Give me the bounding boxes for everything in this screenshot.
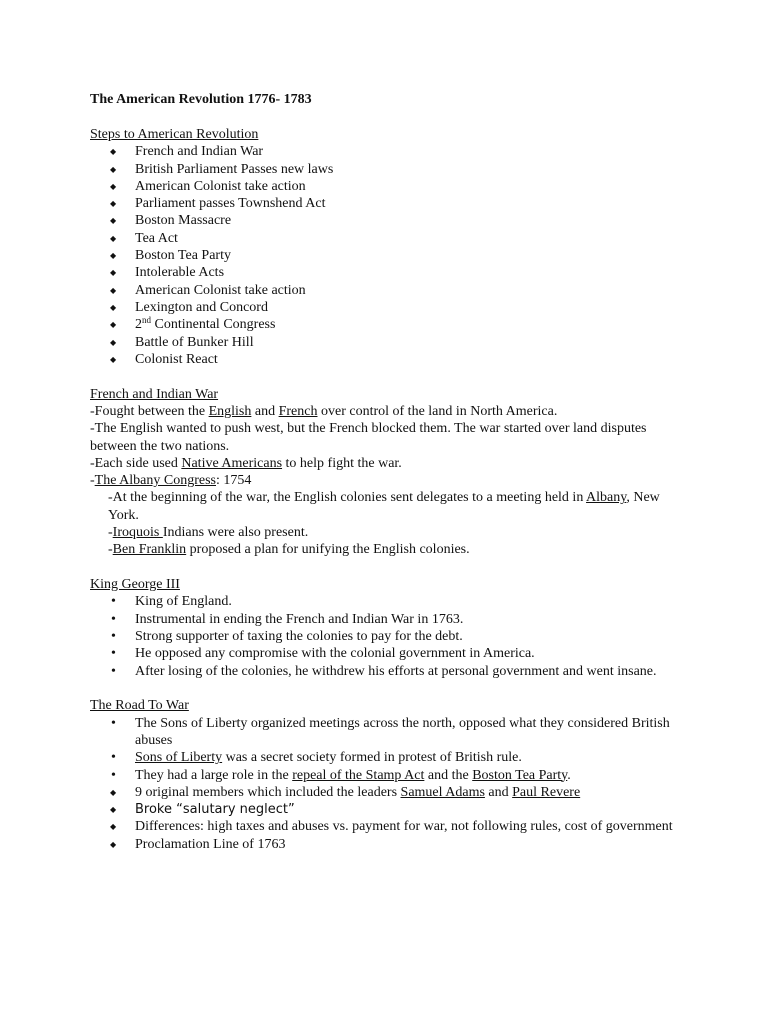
list-item: ◆ Parliament passes Townshend Act: [90, 195, 690, 212]
road-heading: The Road To War: [90, 698, 189, 714]
list-item: ◆ Battle of Bunker Hill: [90, 334, 690, 351]
road-list: [90, 715, 690, 784]
list-item: ◆ 9 original members which included the leaders Samuel Adams and Paul Revere: [90, 784, 690, 801]
list-item: ◆ Boston Tea Party: [90, 247, 690, 264]
list-item: ◆ Tea Act: [90, 230, 690, 247]
list-item: ◆ Colonist React: [90, 351, 690, 368]
paragraph: -The Albany Congress: 1754: [90, 473, 252, 489]
term: Sons of Liberty: [135, 750, 223, 766]
paragraph: -The English wanted to push west, but the French blocked them. The war started over land disputes between the two nations.: [90, 421, 647, 454]
list-item: ◆ Lexington and Concord: [90, 299, 690, 316]
ordinal-number: 2: [135, 317, 142, 333]
road-list-2: [90, 784, 690, 853]
term: Ben Franklin: [112, 542, 187, 558]
document-page: [90, 91, 690, 853]
term: Native Americans: [181, 455, 283, 471]
list-item: ◆ British Parliament Passes new laws: [90, 161, 690, 178]
list-item: [90, 316, 690, 333]
steps-list: [90, 143, 690, 368]
list-item: • After losing of the colonies, he withdrew his efforts at personal government and went insane.: [90, 663, 690, 680]
list-item: ◆ Differences: high taxes and abuses vs. payment for war, not following rules, cost of government: [90, 818, 690, 835]
term: Samuel Adams: [400, 784, 485, 800]
list-item: • The Sons of Liberty organized meetings across the north, opposed what they considered British abuses: [90, 715, 690, 750]
list-item: ◆ American Colonist take action: [90, 178, 690, 195]
paragraph: -Iroquois Indians were also present.: [108, 525, 309, 541]
document-title: The American Revolution 1776- 1783: [90, 92, 312, 107]
list-item: ◆ Boston Massacre: [90, 212, 690, 229]
list-item: • They had a large role in the repeal of the Stamp Act and the Boston Tea Party.: [90, 767, 690, 784]
list-item: • King of England.: [90, 593, 690, 610]
term: repeal of the Stamp Act: [292, 767, 425, 783]
ordinal-suffix: nd: [142, 315, 151, 326]
paragraph: -Fought between the English and French over control of the land in North America.: [90, 403, 558, 419]
list-item: • Strong supporter of taxing the colonies to pay for the debt.: [90, 628, 690, 645]
paragraph: -At the beginning of the war, the English colonies sent delegates to a meeting held in Albany, New York.: [108, 490, 660, 523]
term: French: [278, 403, 318, 419]
term: English: [208, 403, 252, 419]
list-item: • Instrumental in ending the French and Indian War in 1763.: [90, 611, 690, 628]
list-item: • Sons of Liberty was a secret society formed in protest of British rule.: [90, 749, 690, 766]
list-item: ◆ American Colonist take action: [90, 282, 690, 299]
list-item: ◆ Broke “salutary neglect”: [90, 801, 690, 818]
term: The Albany Congress: [94, 473, 216, 489]
list-item: • He opposed any compromise with the colonial government in America.: [90, 645, 690, 662]
term: Boston Tea Party: [472, 767, 568, 783]
paragraph: -Ben Franklin proposed a plan for unifying the English colonies.: [108, 542, 470, 558]
list-item: ◆ Intolerable Acts: [90, 264, 690, 281]
paragraph: -Each side used Native Americans to help fight the war.: [90, 455, 402, 471]
term: Iroquois: [112, 525, 163, 541]
list-item-text: Continental Congress: [154, 317, 276, 333]
list-item: ◆ French and Indian War: [90, 143, 690, 160]
king-george-list: [90, 593, 690, 679]
steps-heading: Steps to American Revolution: [90, 127, 259, 142]
term: Paul Revere: [512, 784, 581, 800]
french-indian-heading: French and Indian War: [90, 386, 219, 402]
term: Albany: [586, 490, 627, 506]
king-george-heading: King George III: [90, 577, 180, 593]
list-item: ◆ Proclamation Line of 1763: [90, 836, 690, 853]
